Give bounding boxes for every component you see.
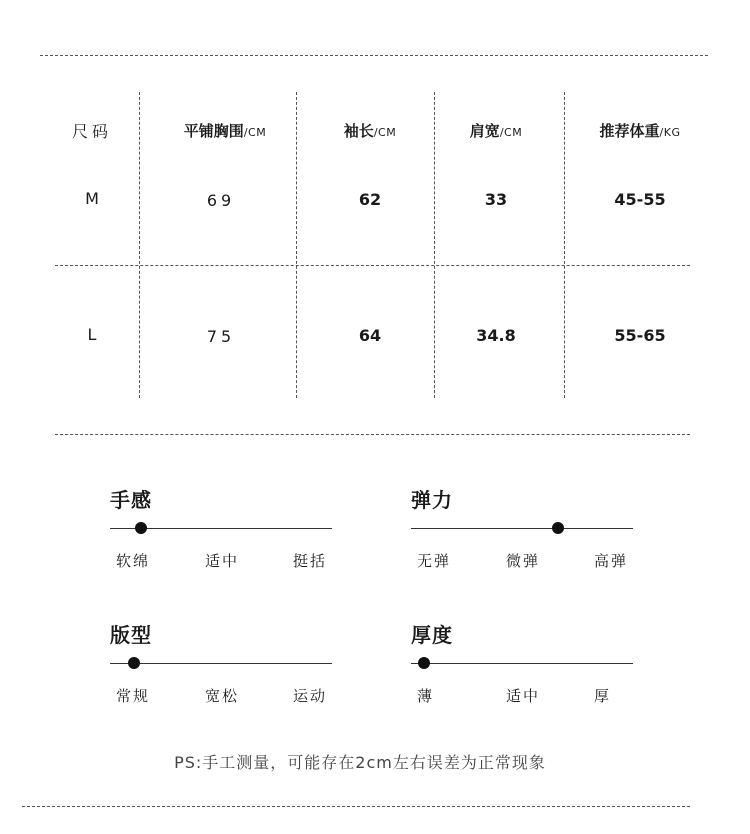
scale-label-low: 常规	[116, 687, 151, 705]
shoulder-cell: 33	[484, 190, 508, 209]
weight-cell: 45-55	[614, 190, 666, 209]
scale-label-low: 软绵	[116, 552, 151, 570]
sleeve-cell: 64	[358, 326, 382, 345]
bottom-divider	[22, 806, 690, 807]
header-size: 尺码	[71, 122, 113, 141]
scale-title: 版型	[110, 623, 152, 647]
header-sleeve: 袖长/CM	[343, 122, 397, 140]
scale-label-low: 无弹	[417, 552, 452, 570]
scale-marker	[135, 522, 147, 534]
scale-label-mid: 适中	[205, 552, 240, 570]
scale-label-high: 运动	[293, 687, 328, 705]
row-divider	[55, 265, 690, 266]
scale-track	[411, 528, 633, 529]
scale-label-mid: 适中	[506, 687, 541, 705]
scale-title: 厚度	[411, 623, 453, 647]
column-divider	[139, 92, 140, 398]
scale-title: 弹力	[411, 488, 453, 512]
header-chest: 平铺胸围/CM	[183, 122, 267, 140]
size-cell: M	[85, 189, 99, 208]
scale-marker	[552, 522, 564, 534]
chest-cell: 69	[206, 191, 236, 210]
scale-label-low: 薄	[417, 687, 435, 705]
shoulder-cell: 34.8	[476, 326, 516, 345]
scale-marker	[128, 657, 140, 669]
table-bottom-divider	[55, 434, 690, 435]
scale-label-mid: 宽松	[205, 687, 240, 705]
weight-cell: 55-65	[614, 326, 666, 345]
sleeve-cell: 62	[358, 190, 382, 209]
chest-cell: 75	[206, 327, 236, 346]
scale-marker	[418, 657, 430, 669]
top-divider	[40, 55, 708, 56]
scale-label-high: 高弹	[594, 552, 629, 570]
measurement-note: PS:手工测量，可能存在2cm左右误差为正常现象	[174, 753, 546, 772]
scale-track	[110, 663, 332, 664]
column-divider	[296, 92, 297, 398]
scale-label-high: 挺括	[293, 552, 328, 570]
header-shoulder: 肩宽/CM	[469, 122, 523, 140]
column-divider	[434, 92, 435, 398]
scale-label-mid: 微弹	[506, 552, 541, 570]
size-cell: L	[87, 325, 97, 344]
scale-title: 手感	[110, 488, 152, 512]
column-divider	[564, 92, 565, 398]
scale-label-high: 厚	[594, 687, 612, 705]
scale-track	[411, 663, 633, 664]
header-weight: 推荐体重/KG	[599, 122, 681, 140]
